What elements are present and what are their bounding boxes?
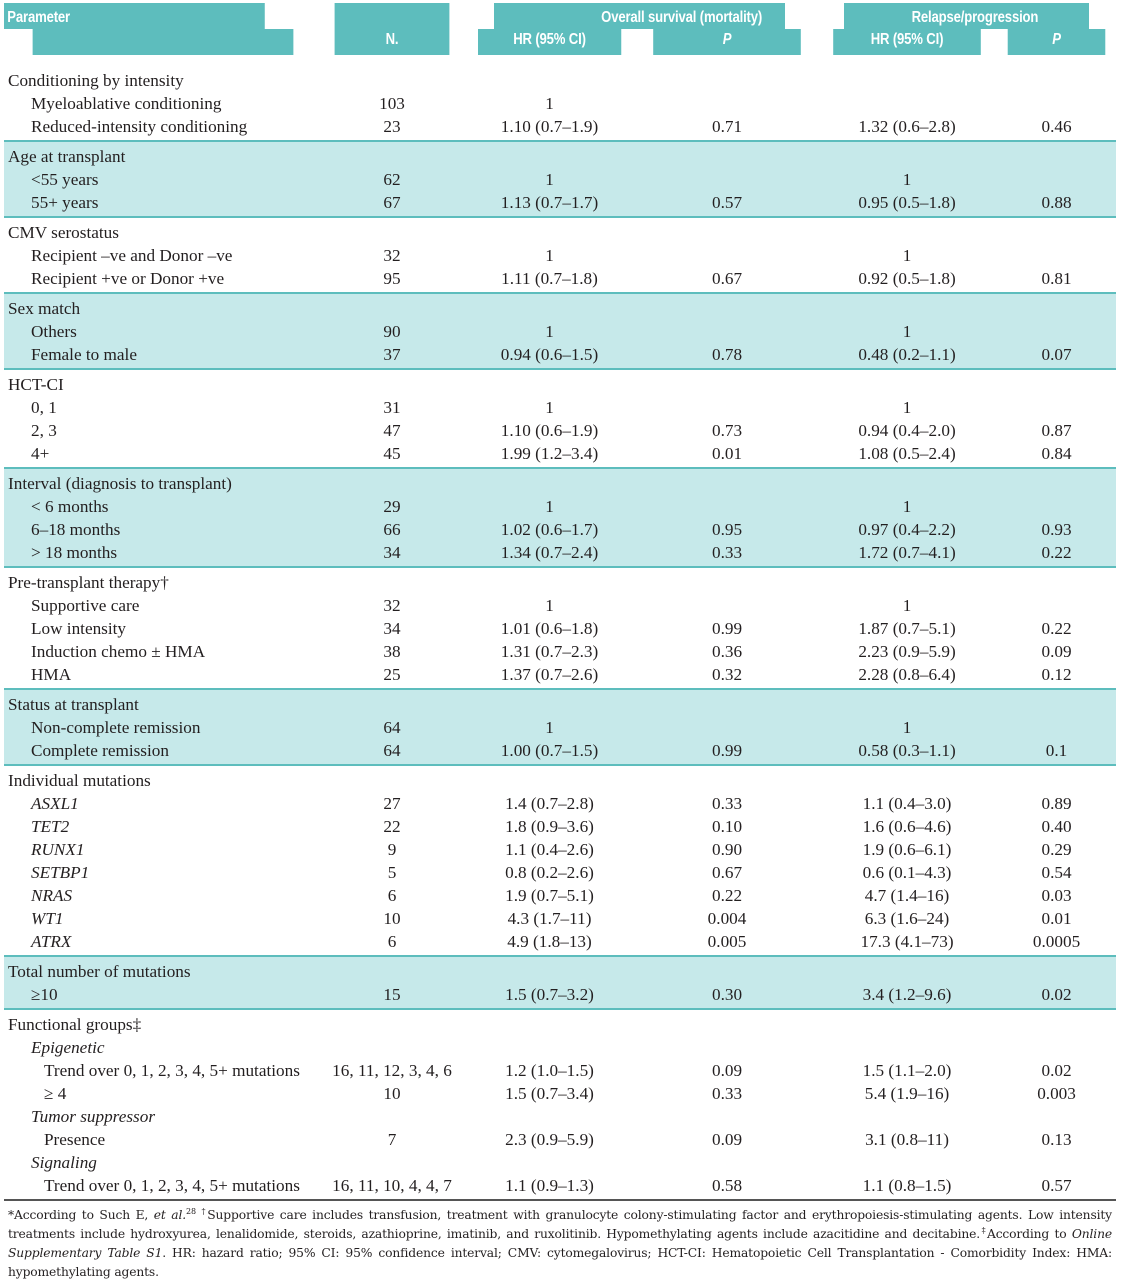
table-row xyxy=(4,320,1116,343)
cell-n: 7 xyxy=(387,1130,397,1149)
cell-p-os xyxy=(637,594,817,617)
subgroup-row xyxy=(4,1105,1116,1128)
cell-hr-rel: 1.6 (0.6–4.6) xyxy=(862,817,952,836)
cell-hr-os: 1.4 (0.7–2.8) xyxy=(505,794,594,813)
row-label: Reduced-intensity conditioning xyxy=(31,117,248,136)
row-label: < 6 months xyxy=(4,495,322,518)
footnote-double-dagger: ‡ xyxy=(980,1225,987,1235)
cell-p-rel: 0.29 xyxy=(1041,840,1072,859)
section-header-row xyxy=(4,1009,1116,1036)
section-title: Functional groups‡ xyxy=(8,1015,142,1034)
row-label: ASXL1 xyxy=(31,794,79,813)
cell-p-os: 0.33 xyxy=(711,794,743,813)
cell-p-rel xyxy=(997,244,1116,267)
header-p-os: P xyxy=(653,29,801,55)
cell-p-rel: 0.1 xyxy=(997,739,1116,765)
footnote-part2: Supportive care includes transfusion, treatment with granulocyte colony-stimulating factor and erythropoiesis-stimulating agents. Low intensity treatments include hydroxyurea, lenalidomide, steroids, azathioprine, imatinib, and ruxolitinib. Hypomethylating agents include azacitidine and decitabine. xyxy=(8,1208,1112,1241)
cell-n: 45 xyxy=(383,444,401,463)
cell-hr-rel xyxy=(817,1036,997,1059)
row-label: ≥ 4 xyxy=(44,1084,67,1103)
cell-p-rel: 0.09 xyxy=(1041,642,1072,661)
cell-p-os xyxy=(637,168,817,191)
cell-p-os: 0.10 xyxy=(711,817,743,836)
table-row xyxy=(4,983,1116,1009)
cell-p-os xyxy=(637,396,817,419)
cell-p-rel: 0.003 xyxy=(1037,1084,1076,1103)
cell-hr-os: 1.8 (0.9–3.6) xyxy=(505,817,594,836)
cell-n: 32 xyxy=(383,596,401,615)
footnote-part1: *According to Such E, xyxy=(8,1208,154,1222)
cell-hr-os: 1.1 (0.4–2.6) xyxy=(505,840,594,859)
cell-p-os: 0.004 xyxy=(707,909,747,928)
cell-hr-os: 1.5 (0.7–3.2) xyxy=(462,983,637,1009)
cell-hr-os: 1 xyxy=(545,398,554,417)
cell-n: 64 xyxy=(322,716,462,739)
row-label: Low intensity xyxy=(31,619,127,638)
cell-hr-os: 1 xyxy=(545,596,554,615)
cell-p-os xyxy=(637,495,817,518)
cell-p-os: 0.67 xyxy=(711,863,743,882)
row-label: <55 years xyxy=(4,168,322,191)
cell-hr-rel: 5.4 (1.9–16) xyxy=(864,1084,950,1103)
table-row xyxy=(4,419,1116,442)
cell-n: 31 xyxy=(383,398,401,417)
cell-p-rel: 0.81 xyxy=(1041,269,1072,288)
cell-n: 27 xyxy=(383,794,401,813)
header-n: N. xyxy=(335,29,450,55)
section-title: Pre-transplant therapy† xyxy=(8,573,169,592)
table-section xyxy=(4,141,1116,217)
cell-hr-os: 1.31 (0.7–2.3) xyxy=(500,642,599,661)
cell-hr-os: 1 xyxy=(462,495,637,518)
cell-n: 62 xyxy=(322,168,462,191)
cell-hr-rel: 0.95 (0.5–1.8) xyxy=(817,191,997,217)
section-header-row xyxy=(4,293,1116,320)
section-header-row xyxy=(4,369,1116,396)
cell-p-os: 0.36 xyxy=(711,642,743,661)
cell-n: 95 xyxy=(383,269,401,288)
table-row xyxy=(4,343,1116,369)
cell-n: 22 xyxy=(383,817,401,836)
cell-p-os: 0.58 xyxy=(711,1176,743,1195)
cell-hr-os: 1 xyxy=(462,320,637,343)
cell-hr-rel: 17.3 (4.1–73) xyxy=(860,932,954,951)
subgroup-label: Epigenetic xyxy=(31,1038,105,1057)
cell-hr-rel: 3.4 (1.2–9.6) xyxy=(817,983,997,1009)
row-label: Complete remission xyxy=(4,739,322,765)
cell-p-rel: 0.57 xyxy=(1041,1176,1072,1195)
table-section xyxy=(4,369,1116,468)
section-header-row xyxy=(4,689,1116,716)
row-label: > 18 months xyxy=(4,541,322,567)
cell-p-os: 0.005 xyxy=(707,932,747,951)
cell-hr-rel: 1 xyxy=(817,168,997,191)
header-parameter: Parameter xyxy=(4,3,265,29)
table-row xyxy=(4,1082,1116,1105)
cell-hr-rel: 2.28 (0.8–6.4) xyxy=(858,665,956,684)
row-label: 55+ years xyxy=(4,191,322,217)
table-row xyxy=(4,739,1116,765)
cell-hr-rel: 0.94 (0.4–2.0) xyxy=(858,421,956,440)
cell-p-rel: 0.84 xyxy=(1041,444,1072,463)
cell-n: 16, 11, 10, 4, 4, 7 xyxy=(332,1176,452,1195)
table-row xyxy=(4,884,1116,907)
section-header-row xyxy=(4,567,1116,594)
cell-n: 64 xyxy=(322,739,462,765)
table-section xyxy=(4,765,1116,956)
cell-n: 47 xyxy=(383,421,401,440)
row-label: ATRX xyxy=(31,932,72,951)
table-section xyxy=(4,956,1116,1009)
cell-n: 16, 11, 12, 3, 4, 6 xyxy=(332,1061,452,1080)
table-row xyxy=(4,244,1116,267)
cell-hr-os: 1.13 (0.7–1.7) xyxy=(462,191,637,217)
cell-hr-rel: 1.32 (0.6–2.8) xyxy=(858,117,956,136)
cell-p-os: 0.32 xyxy=(711,665,743,684)
cell-n xyxy=(322,1105,462,1128)
cell-n: 38 xyxy=(383,642,401,661)
cell-hr-os: 1.01 (0.6–1.8) xyxy=(500,619,599,638)
row-label: NRAS xyxy=(31,886,73,905)
cell-p-rel xyxy=(997,168,1116,191)
cell-hr-rel: 1.1 (0.4–3.0) xyxy=(862,794,952,813)
header-overall-survival: Overall survival (mortality) xyxy=(494,3,785,29)
row-label: Trend over 0, 1, 2, 3, 4, 5+ mutations xyxy=(44,1176,300,1195)
cell-p-os: 0.67 xyxy=(711,269,743,288)
table-row xyxy=(4,907,1116,930)
cell-hr-os xyxy=(462,1105,637,1128)
table-row xyxy=(4,442,1116,468)
cell-p-rel: 0.03 xyxy=(1041,886,1072,905)
table-row xyxy=(4,495,1116,518)
cell-p-os: 0.01 xyxy=(711,444,743,463)
cell-hr-rel: 1 xyxy=(817,495,997,518)
section-header-row xyxy=(4,468,1116,495)
cell-p-rel xyxy=(997,1151,1116,1174)
cell-n: 34 xyxy=(322,541,462,567)
table-row xyxy=(4,115,1116,141)
cell-p-rel: 0.22 xyxy=(1041,619,1072,638)
row-label: Recipient –ve and Donor –ve xyxy=(31,246,233,265)
section-title: HCT-CI xyxy=(8,375,64,394)
table-row xyxy=(4,838,1116,861)
header-hr-os: HR (95% CI) xyxy=(478,29,622,55)
cell-hr-rel: 1 xyxy=(817,716,997,739)
cell-p-os xyxy=(637,1036,817,1059)
cell-n: 67 xyxy=(322,191,462,217)
table-section xyxy=(4,217,1116,293)
cell-hr-rel: 4.7 (1.4–16) xyxy=(864,886,950,905)
cell-p-rel: 0.89 xyxy=(1041,794,1072,813)
cell-n: 34 xyxy=(383,619,401,638)
row-label: SETBP1 xyxy=(31,863,90,882)
section-title: Sex match xyxy=(4,293,1116,320)
cell-n xyxy=(322,1151,462,1174)
cell-n: 15 xyxy=(322,983,462,1009)
table-section xyxy=(4,293,1116,369)
table-section xyxy=(4,468,1116,567)
cell-p-os: 0.30 xyxy=(637,983,817,1009)
table-section xyxy=(4,689,1116,765)
row-label: TET2 xyxy=(31,817,70,836)
cell-hr-rel: 1 xyxy=(902,398,912,417)
cell-n: 37 xyxy=(322,343,462,369)
cell-p-rel: 0.40 xyxy=(1041,817,1072,836)
table-row xyxy=(4,168,1116,191)
section-title: Conditioning by intensity xyxy=(8,71,184,90)
cell-p-os: 0.09 xyxy=(711,1061,743,1080)
cell-p-os xyxy=(637,716,817,739)
cell-hr-rel: 2.23 (0.9–5.9) xyxy=(858,642,956,661)
row-label: Non-complete remission xyxy=(4,716,322,739)
row-label: ≥10 xyxy=(4,983,322,1009)
subgroup-row xyxy=(4,1151,1116,1174)
cell-p-rel: 0.93 xyxy=(997,518,1116,541)
cell-p-rel xyxy=(997,396,1116,419)
cell-p-rel xyxy=(997,92,1116,115)
row-label: 6–18 months xyxy=(4,518,322,541)
cell-hr-os: 1.5 (0.7–3.4) xyxy=(505,1084,594,1103)
cell-hr-rel: 0.58 (0.3–1.1) xyxy=(817,739,997,765)
cell-hr-rel: 3.1 (0.8–11) xyxy=(865,1130,949,1149)
cell-hr-rel: 1.5 (1.1–2.0) xyxy=(862,1061,952,1080)
table-row xyxy=(4,594,1116,617)
row-label: 2, 3 xyxy=(31,421,57,440)
cell-p-os: 0.78 xyxy=(637,343,817,369)
section-header-row xyxy=(4,765,1116,792)
table-row xyxy=(4,92,1116,115)
table-section xyxy=(4,55,1116,141)
table-row xyxy=(4,518,1116,541)
section-title: Interval (diagnosis to transplant) xyxy=(4,468,1116,495)
cell-p-rel xyxy=(997,320,1116,343)
cell-p-rel: 0.13 xyxy=(1041,1130,1072,1149)
cell-hr-rel: 0.48 (0.2–1.1) xyxy=(817,343,997,369)
cell-n: 29 xyxy=(322,495,462,518)
cell-hr-os: 4.9 (1.8–13) xyxy=(507,932,592,951)
footnote-part1-ital: et al. xyxy=(153,1208,187,1222)
cell-hr-os xyxy=(462,1151,637,1174)
cell-hr-rel: 1.1 (0.8–1.5) xyxy=(862,1176,952,1195)
cell-n: 103 xyxy=(379,94,405,113)
row-label: 4+ xyxy=(31,444,50,463)
cell-hr-rel xyxy=(817,92,997,115)
cell-p-os xyxy=(637,1105,817,1128)
table-section xyxy=(4,1009,1116,1200)
cell-p-os: 0.71 xyxy=(711,117,743,136)
section-header-row xyxy=(4,141,1116,168)
cell-p-os: 0.22 xyxy=(711,886,743,905)
multivariable-table xyxy=(4,3,1116,1201)
cell-hr-rel: 1 xyxy=(902,246,912,265)
footnote-ref: 28 xyxy=(186,1206,196,1216)
cell-hr-os: 1 xyxy=(462,168,637,191)
cell-hr-os: 1.9 (0.7–5.1) xyxy=(505,886,594,905)
footnote-part3: According to xyxy=(986,1227,1072,1241)
subgroup-label: Signaling xyxy=(31,1153,97,1172)
table-row xyxy=(4,815,1116,838)
cell-p-os: 0.99 xyxy=(637,739,817,765)
section-title: Age at transplant xyxy=(4,141,1116,168)
section-title: Individual mutations xyxy=(8,771,151,790)
cell-p-rel: 0.02 xyxy=(1041,1061,1072,1080)
row-label: Recipient +ve or Donor +ve xyxy=(31,269,225,288)
cell-n: 10 xyxy=(383,909,401,928)
cell-hr-rel: 6.3 (1.6–24) xyxy=(864,909,950,928)
cell-n: 6 xyxy=(387,886,397,905)
cell-hr-os xyxy=(462,1036,637,1059)
cell-hr-os: 1 xyxy=(545,246,554,265)
cell-p-os xyxy=(637,320,817,343)
cell-p-os xyxy=(637,244,817,267)
cell-hr-os: 1.34 (0.7–2.4) xyxy=(462,541,637,567)
cell-p-rel xyxy=(997,594,1116,617)
cell-n: 10 xyxy=(383,1084,401,1103)
cell-p-rel xyxy=(997,1105,1116,1128)
section-header-row xyxy=(4,55,1116,92)
table-row xyxy=(4,861,1116,884)
footnote-dagger: † xyxy=(201,1206,208,1216)
cell-hr-rel: 0.97 (0.4–2.2) xyxy=(817,518,997,541)
table-footnote xyxy=(4,1201,1116,1282)
cell-n xyxy=(322,1036,462,1059)
cell-hr-rel: 0.92 (0.5–1.8) xyxy=(858,269,956,288)
cell-hr-os: 1.11 (0.7–1.8) xyxy=(501,269,598,288)
cell-n: 90 xyxy=(322,320,462,343)
cell-hr-rel: 1 xyxy=(817,320,997,343)
cell-hr-rel xyxy=(817,1105,997,1128)
table-row xyxy=(4,1128,1116,1151)
cell-n: 6 xyxy=(387,932,397,951)
cell-hr-rel xyxy=(817,1151,997,1174)
row-label: Induction chemo ± HMA xyxy=(31,642,206,661)
cell-hr-os: 1.2 (1.0–1.5) xyxy=(505,1061,594,1080)
cell-hr-os: 1 xyxy=(545,94,554,113)
table-row xyxy=(4,396,1116,419)
header-hr-rel: HR (95% CI) xyxy=(833,29,981,55)
cell-hr-os: 0.8 (0.2–2.6) xyxy=(505,863,594,882)
subgroup-row xyxy=(4,1036,1116,1059)
row-label: RUNX1 xyxy=(31,840,85,859)
cell-hr-os: 1.99 (1.2–3.4) xyxy=(500,444,599,463)
cell-p-os: 0.95 xyxy=(637,518,817,541)
cell-p-os: 0.57 xyxy=(637,191,817,217)
row-label: Myeloablative conditioning xyxy=(31,94,222,113)
table-figure xyxy=(4,0,1116,1282)
cell-n: 23 xyxy=(383,117,401,136)
table-row xyxy=(4,541,1116,567)
table-row xyxy=(4,792,1116,815)
cell-p-rel: 0.54 xyxy=(1041,863,1072,882)
table-row xyxy=(4,617,1116,640)
table-header xyxy=(4,3,1116,55)
table-row xyxy=(4,640,1116,663)
table-row xyxy=(4,191,1116,217)
header-relapse: Relapse/progression xyxy=(844,3,1089,29)
cell-hr-rel: 1.08 (0.5–2.4) xyxy=(858,444,956,463)
cell-hr-rel: 1.9 (0.6–6.1) xyxy=(862,840,952,859)
row-label: Trend over 0, 1, 2, 3, 4, 5+ mutations xyxy=(44,1061,300,1080)
cell-n: 9 xyxy=(387,840,397,859)
cell-p-rel: 0.01 xyxy=(1041,909,1072,928)
cell-hr-os: 2.3 (0.9–5.9) xyxy=(505,1130,594,1149)
cell-p-rel xyxy=(997,495,1116,518)
cell-p-rel: 0.87 xyxy=(1041,421,1072,440)
cell-p-os: 0.09 xyxy=(711,1130,743,1149)
cell-hr-os: 0.94 (0.6–1.5) xyxy=(462,343,637,369)
cell-p-rel: 0.0005 xyxy=(1032,932,1081,951)
cell-n: 32 xyxy=(383,246,401,265)
cell-p-os xyxy=(637,1151,817,1174)
row-label: Others xyxy=(4,320,322,343)
cell-p-os xyxy=(637,92,817,115)
cell-p-os: 0.90 xyxy=(711,840,743,859)
cell-hr-os: 1.02 (0.6–1.7) xyxy=(462,518,637,541)
cell-hr-os: 1.10 (0.6–1.9) xyxy=(500,421,599,440)
cell-p-rel: 0.88 xyxy=(997,191,1116,217)
cell-p-os: 0.33 xyxy=(637,541,817,567)
cell-hr-os: 4.3 (1.7–11) xyxy=(507,909,592,928)
section-title: CMV serostatus xyxy=(8,223,119,242)
cell-hr-rel: 1 xyxy=(902,596,912,615)
footnote-part3-ital: Online Supplementary Table S1 xyxy=(8,1227,1112,1260)
section-title: Total number of mutations xyxy=(4,956,1116,983)
cell-hr-rel: 1.72 (0.7–4.1) xyxy=(817,541,997,567)
cell-p-rel: 0.07 xyxy=(997,343,1116,369)
cell-p-rel xyxy=(997,1036,1116,1059)
section-header-row xyxy=(4,217,1116,244)
cell-p-rel: 0.02 xyxy=(997,983,1116,1009)
table-row xyxy=(4,716,1116,739)
section-header-row xyxy=(4,956,1116,983)
cell-n: 66 xyxy=(322,518,462,541)
cell-hr-os: 1.1 (0.9–1.3) xyxy=(505,1176,594,1195)
cell-hr-os: 1.37 (0.7–2.6) xyxy=(500,665,599,684)
cell-p-rel: 0.46 xyxy=(1041,117,1072,136)
cell-hr-os: 1 xyxy=(462,716,637,739)
cell-n: 25 xyxy=(383,665,401,684)
cell-p-os: 0.99 xyxy=(711,619,743,638)
cell-hr-rel: 0.6 (0.1–4.3) xyxy=(862,863,952,882)
cell-p-os: 0.33 xyxy=(711,1084,743,1103)
header-p-rel: P xyxy=(1008,29,1106,55)
row-label: 0, 1 xyxy=(31,398,57,417)
cell-n: 5 xyxy=(387,863,397,882)
row-label: WT1 xyxy=(31,909,64,928)
row-label: Supportive care xyxy=(31,596,140,615)
cell-hr-rel: 1.87 (0.7–5.1) xyxy=(858,619,956,638)
cell-p-rel xyxy=(997,716,1116,739)
cell-p-rel: 0.12 xyxy=(1041,665,1072,684)
cell-hr-os: 1.10 (0.7–1.9) xyxy=(500,117,599,136)
row-label: Female to male xyxy=(4,343,322,369)
table-section xyxy=(4,567,1116,689)
table-row xyxy=(4,1174,1116,1200)
table-row xyxy=(4,1059,1116,1082)
cell-hr-os: 1.00 (0.7–1.5) xyxy=(462,739,637,765)
row-label: HMA xyxy=(31,665,72,684)
cell-p-os: 0.73 xyxy=(711,421,743,440)
table-row xyxy=(4,930,1116,956)
footnote-part4: . HR: hazard ratio; 95% CI: 95% confidence interval; CMV: cytomegalovirus; HCT-CI: Hematopoietic Cell Transplantation - Comorbidity Index: HMA: hypomethylating agents. xyxy=(8,1246,1112,1279)
row-label: Presence xyxy=(44,1130,106,1149)
subgroup-label: Tumor suppressor xyxy=(31,1107,156,1126)
table-row xyxy=(4,267,1116,293)
cell-p-rel: 0.22 xyxy=(997,541,1116,567)
section-title: Status at transplant xyxy=(4,689,1116,716)
table-row xyxy=(4,663,1116,689)
